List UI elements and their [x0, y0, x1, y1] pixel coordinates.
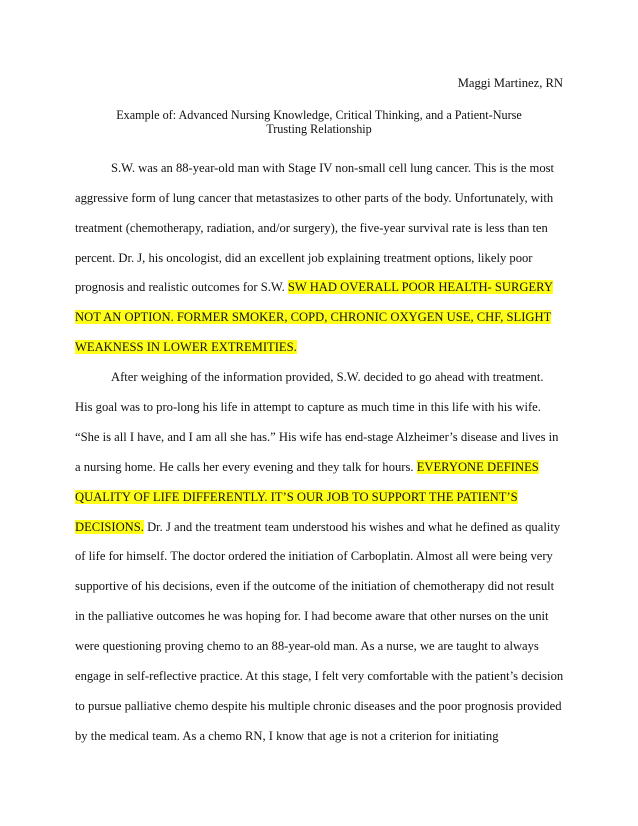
text-line: [75, 489, 565, 519]
highlighted-text: WEAKNESS IN LOWER EXTREMITIES.: [75, 340, 297, 355]
text-line: [75, 309, 565, 339]
title-line-2: Trusting Relationship: [266, 122, 372, 136]
highlighted-text: QUALITY OF LIFE DIFFERENTLY. IT’S OUR JOB TO SUPPORT THE PATIENT’S: [75, 489, 518, 504]
text-line: “She is all I have, and I am all she has.” His wife has end-stage Alzheimer’s disease and lives in: [75, 430, 559, 445]
essay-body: [75, 160, 565, 757]
highlighted-text: EVERYONE DEFINES: [416, 459, 539, 474]
text-line: were questioning proving chemo to an 88-year-old man. As a nurse, we are taught to always: [75, 639, 539, 653]
highlighted-text: DECISIONS.: [75, 519, 144, 534]
text-line: percent. Dr. J, his oncologist, did an excellent job explaining treatment options, likely poor: [75, 250, 533, 265]
highlighted-text: SW HAD OVERALL POOR HEALTH- SURGERY: [287, 280, 553, 295]
document-title: [76, 108, 562, 136]
text-line: in the palliative outcomes he was hoping for. I had become aware that other nurses on the unit: [75, 609, 549, 624]
text-line: of life for himself. The doctor ordered the initiation of Carboplatin. Almost all were being very: [75, 549, 553, 564]
text-line: After weighing of the information provided, S.W. decided to go ahead with treatment.: [111, 370, 544, 385]
text-line: engage in self-reflective practice. At this stage, I felt very comfortable with the patient’s decision: [75, 668, 564, 683]
text-line: supportive of his decisions, even if the outcome of the initiation of chemotherapy did not result: [75, 579, 555, 594]
title-line-1: Example of: Advanced Nursing Knowledge, Critical Thinking, and a Patient-Nurse: [116, 108, 522, 122]
text-line: His goal was to pro-long his life in attempt to capture as much time in this life with his wife.: [75, 400, 541, 415]
highlighted-text: NOT AN OPTION. FORMER SMOKER, COPD, CHRONIC OXYGEN USE, CHF, SLIGHT: [75, 310, 552, 325]
text-line: treatment (chemotherapy, radiation, and/or surgery), the five-year survival rate is less than ten: [75, 220, 548, 235]
text-line: [75, 339, 565, 369]
text-line: by the medical team. As a chemo RN, I know that age is not a criterion for initiating: [75, 728, 499, 743]
author-name: Maggi Martinez, RN: [457, 76, 563, 90]
text-line: DECISIONS. Dr. J and the treatment team understood his wishes and what he defined as quality: [75, 519, 561, 534]
text-line: S.W. was an 88-year-old man with Stage IV non-small cell lung cancer. This is the most: [111, 161, 555, 175]
text-line: to pursue palliative chemo despite his multiple chronic diseases and the poor prognosis provided: [75, 698, 562, 713]
text-line: prognosis and realistic outcomes for S.W. SW HAD OVERALL POOR HEALTH- SURGERY: [75, 280, 553, 295]
text-line: a nursing home. He calls her every evening and they talk for hours. EVERYONE DEFINES: [75, 459, 539, 474]
text-line: aggressive form of lung cancer that metastasizes to other parts of the body. Unfortunately, with: [75, 190, 554, 205]
